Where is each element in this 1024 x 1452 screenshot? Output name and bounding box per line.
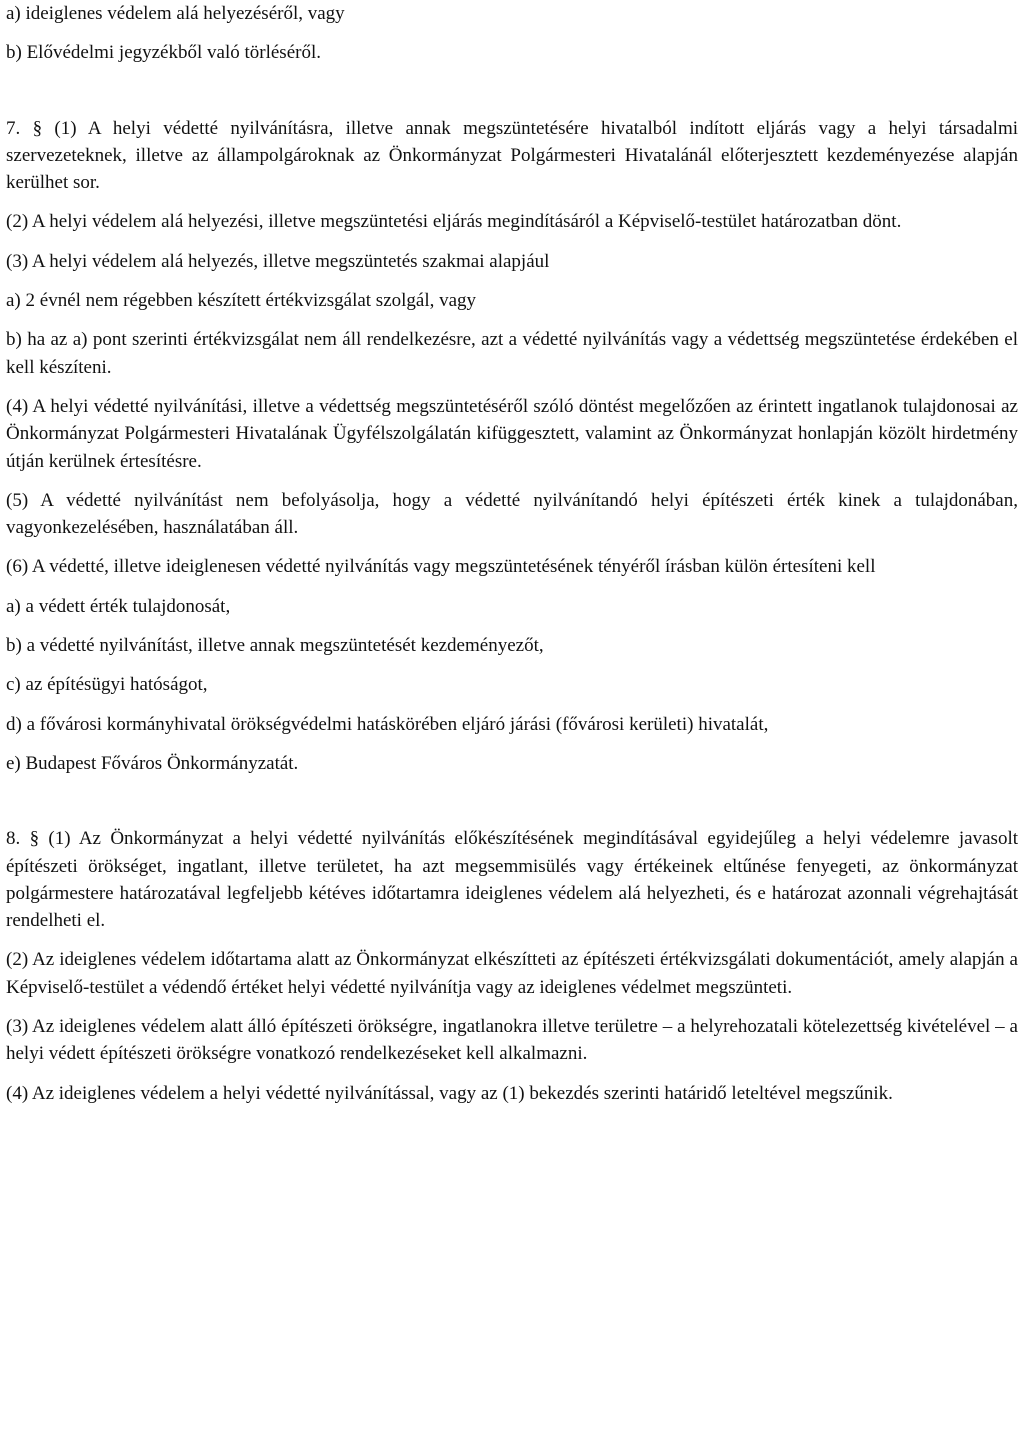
- section-7-paragraph-1: 7. § (1) A helyi védetté nyilvánításra, illetve annak megszüntetésére hivatalból indított eljárás vagy a helyi társadalmi szervezeteknek, illetve az állampolgároknak az Önkormányzat Polgármesteri Hivatalánál előterjesztett kezdeményezése alapján kerülhet sor.: [6, 117, 1018, 194]
- section-7-paragraph-2: (2) A helyi védelem alá helyezési, illetve megszüntetési eljárás megindításáról a Képviselő-testület határozatban dönt.: [6, 211, 902, 233]
- section-7-paragraph-3-item-b: b) ha az a) pont szerinti értékvizsgálat nem áll rendelkezésre, azt a védetté nyilvánítás vagy a védettség megszüntetése érdekében el kell készíteni.: [6, 329, 1018, 378]
- section-7-paragraph-3: (3) A helyi védelem alá helyezés, illetve megszüntetés szakmai alapjául: [6, 250, 550, 272]
- section-8-paragraph-3: (3) Az ideiglenes védelem alatt álló építészeti örökségre, ingatlanokra illetve területre – a helyrehozatali kötelezettség kivételével – a helyi védett építészeti örökségre vonatkozó rendelkezéseket kell alkalmazni.: [6, 1016, 1018, 1065]
- section-7-paragraph-6-item-b: b) a védetté nyilvánítást, illetve annak megszüntetését kezdeményezőt,: [6, 635, 544, 657]
- section-7-paragraph-4: (4) A helyi védetté nyilvánítási, illetve a védettség megszüntetéséről szóló döntést megelőzően az érintett ingatlanok tulajdonosai az Önkormányzat Polgármesteri Hivatalának Ügyfélszolgálatán kifüggesztett, valamint az Önkormányzat honlapján közölt hirdetmény útján kerülnek értesítésre.: [6, 395, 1018, 472]
- intro-item-a: a) ideiglenes védelem alá helyezéséről, vagy: [6, 3, 345, 24]
- section-7-paragraph-6-item-e: e) Budapest Főváros Önkormányzatát.: [6, 752, 299, 774]
- section-7-paragraph-6: (6) A védetté, illetve ideiglenesen védetté nyilvánítás vagy megszüntetésének tényéről írásban külön értesíteni kell: [6, 556, 876, 578]
- section-8-paragraph-1: 8. § (1) Az Önkormányzat a helyi védetté nyilvánítás előkészítésének megindításával egyidejűleg a helyi védelemre javasolt építészeti örökséget, ingatlant, illetve területet, ha azt megsemmisülés vagy értékeinek eltűnése fenyegeti, az önkormányzat polgármestere határozatával legfeljebb kétéves időtartamra ideiglenes védelem alá helyezheti, és e határozat azonnali végrehajtását rendelheti el.: [6, 828, 1018, 932]
- document-page: [6, 0, 1018, 1107]
- section-8-paragraph-2: (2) Az ideiglenes védelem időtartama alatt az Önkormányzat elkészítteti az építészeti értékvizsgálati dokumentációt, amely alapján a Képviselő-testület a védendő értéket helyi védetté nyilvánítja vagy az ideiglenes védelmet megszünteti.: [6, 949, 1018, 998]
- section-7-paragraph-3-item-a: a) 2 évnél nem régebben készített értékvizsgálat szolgál, vagy: [6, 290, 477, 312]
- intro-item-b: b) Elővédelmi jegyzékből való törléséről.: [6, 42, 321, 64]
- section-7-paragraph-6-item-d: d) a fővárosi kormányhivatal örökségvédelmi hatáskörében eljáró járási (fővárosi kerületi) hivatalát,: [6, 713, 769, 735]
- section-7-paragraph-5: (5) A védetté nyilvánítást nem befolyásolja, hogy a védetté nyilvánítandó helyi építészeti érték kinek a tulajdonában, vagyonkezelésében, használatában áll.: [6, 489, 1018, 539]
- section-7-paragraph-6-item-c: c) az építésügyi hatóságot,: [6, 674, 208, 696]
- section-8-paragraph-4: (4) Az ideiglenes védelem a helyi védetté nyilvánítással, vagy az (1) bekezdés szerinti határidő leteltével megszűnik.: [6, 1082, 893, 1104]
- section-7-paragraph-6-item-a: a) a védett érték tulajdonosát,: [6, 595, 231, 617]
